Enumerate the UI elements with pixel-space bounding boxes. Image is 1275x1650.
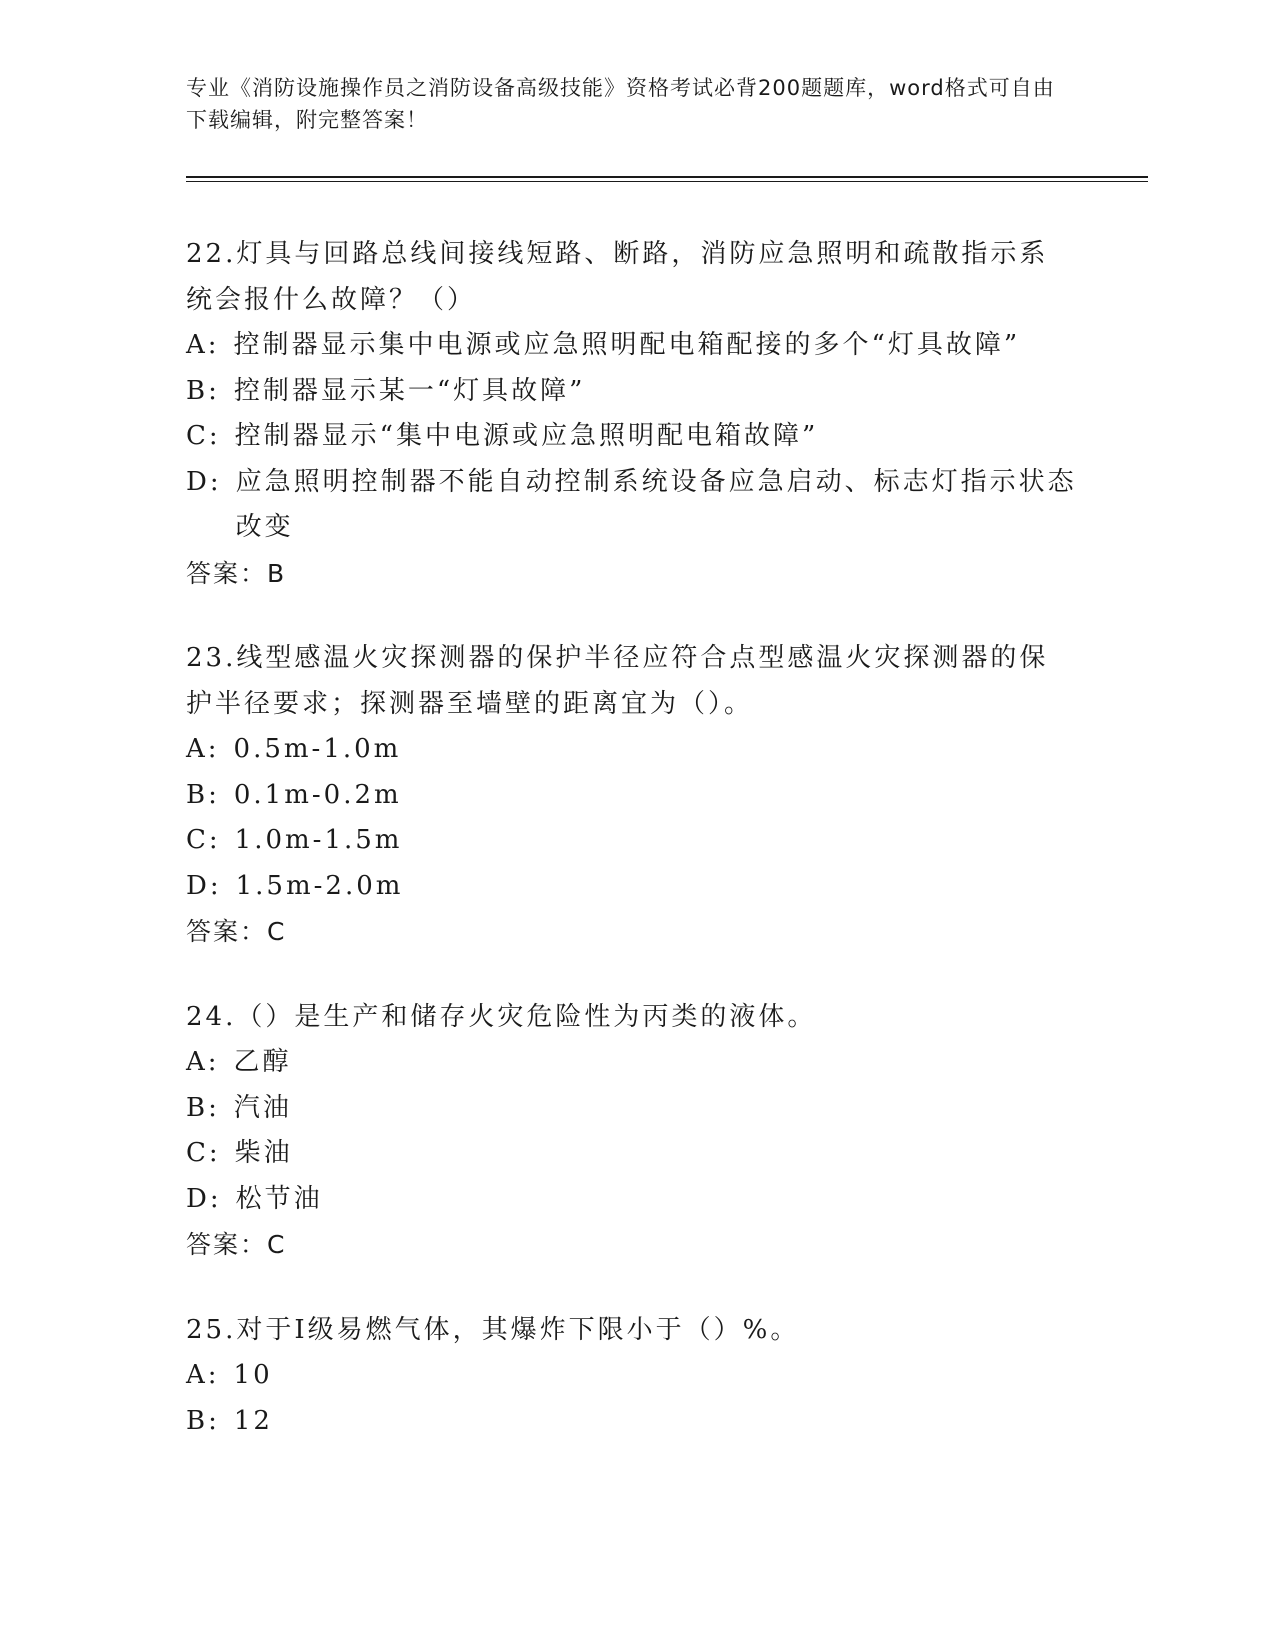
question-stem: 23.线型感温火灾探测器的保护半径应符合点型感温火灾探测器的保护半径要求；探测器至墙壁的距离宜为（）。 [186,643,1049,719]
option-text: 12 [233,1405,273,1436]
option-letter: D: [186,466,222,497]
option-letter: B: [186,1405,220,1436]
option-text: 应急照明控制器不能自动控制系统设备应急启动、标志灯指示状态改变 [235,466,1077,542]
option-text: 控制器显示集中电源或应急照明配电箱配接的多个“灯具故障” [233,330,1021,360]
question-list [186,232,1086,1484]
document-header: 专业《消防设施操作员之消防设备高级技能》资格考试必背200题题库，word格式可自由下载编辑，附完整答案！ [186,76,1055,132]
option-text: 汽油 [233,1092,292,1123]
question-stem: 24.（）是生产和储存火灾危险性为丙类的液体。 [186,1001,817,1032]
option-letter: D: [186,870,222,901]
option-b [186,1399,1086,1445]
option-text: 柴油 [234,1138,293,1168]
question-23 [186,636,1086,955]
header-divider-thin [186,181,1148,182]
option-letter: C: [186,1138,221,1168]
answer-line: 答案：B [186,558,287,588]
option-text: 1.5m-2.0m [235,870,404,901]
option-d [186,864,1086,910]
option-d [186,460,1086,551]
option-text: 10 [233,1360,273,1390]
option-a [186,323,1086,369]
option-letter: A: [186,1047,220,1077]
option-text: 控制器显示某一“灯具故障” [233,375,586,406]
question-22 [186,232,1086,596]
option-c [186,414,1086,460]
option-text: 0.5m-1.0m [233,734,402,764]
option-letter: B: [186,375,220,406]
option-b [186,773,1086,819]
option-d [186,1177,1086,1223]
option-c [186,1131,1086,1177]
question-25 [186,1308,1086,1445]
option-letter: C: [186,825,221,855]
option-letter: A: [186,330,220,360]
option-b [186,1086,1086,1132]
option-c [186,818,1086,864]
option-letter: A: [186,734,220,764]
option-letter: B: [186,1092,220,1123]
option-letter: C: [186,421,221,451]
answer-line: 答案：C [186,917,287,946]
option-letter: B: [186,779,220,810]
option-a [186,1353,1086,1399]
option-text: 0.1m-0.2m [233,779,402,810]
option-text: 松节油 [235,1183,323,1214]
option-letter: D: [186,1183,222,1214]
option-a [186,727,1086,773]
question-stem: 22.灯具与回路总线间接线短路、断路，消防应急照明和疏散指示系统会报什么故障？（） [186,239,1049,315]
option-text: 乙醇 [233,1047,292,1077]
question-24 [186,995,1086,1268]
option-b [186,369,1086,415]
option-text: 控制器显示“集中电源或应急照明配电箱故障” [234,421,819,451]
question-stem: 25.对于Ⅰ级易燃气体，其爆炸下限小于（）%。 [186,1314,800,1345]
option-a [186,1040,1086,1086]
answer-line: 答案：C [186,1230,287,1259]
option-text: 1.0m-1.5m [234,825,403,855]
option-letter: A: [186,1360,220,1390]
header-divider-thick [186,176,1148,178]
